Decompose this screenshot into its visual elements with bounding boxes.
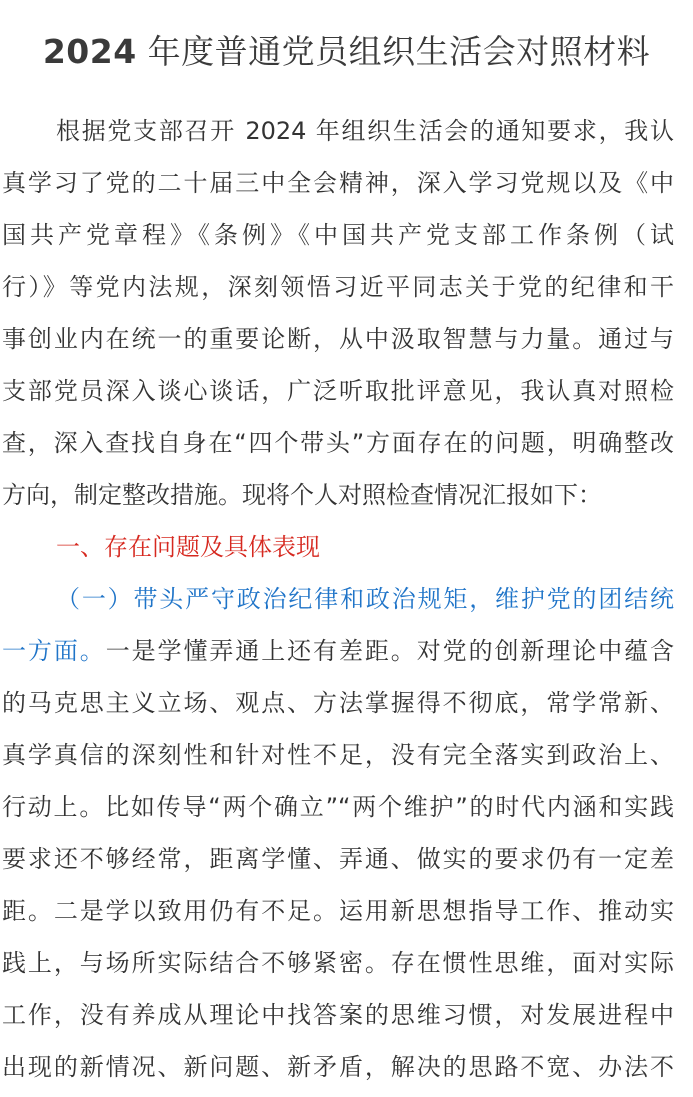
subheading-end: 一方面。 bbox=[2, 637, 106, 665]
paragraph-line: 方向，制定整改措施。现将个人对照检查情况汇报如下： bbox=[2, 481, 602, 509]
paragraph-line: 真学习了党的二十届三中全会精神，深入学习党规以及《中 bbox=[2, 169, 674, 197]
paragraph-line: 支部党员深入谈心谈话，广泛听取批评意见，我认真对照检 bbox=[2, 377, 674, 405]
paragraph-text: 一是学懂弄通上还有差距。对党的创新理论中蕴含 bbox=[105, 637, 674, 665]
document-title bbox=[0, 30, 693, 74]
subheading-continuation-line bbox=[2, 625, 674, 677]
paragraph-line: 工作，没有养成从理论中找答案的思维习惯，对发展进程中 bbox=[2, 1001, 674, 1029]
paragraph-line: 的马克思主义立场、观点、方法掌握得不彻底，常学常新、 bbox=[2, 689, 674, 717]
paragraph-line: 国共产党章程》《条例》《中国共产党支部工作条例（试 bbox=[2, 221, 674, 249]
paragraph-line: 事创业内在统一的重要论断，从中汲取智慧与力量。通过与 bbox=[2, 325, 674, 353]
title-year: 2024 bbox=[42, 32, 137, 71]
paragraph-line: 践上，与场所实际结合不够紧密。存在惯性思维，面对实际 bbox=[2, 949, 674, 977]
paragraph-line: 行）》等党内法规，深刻领悟习近平同志关于党的纪律和干 bbox=[2, 273, 674, 301]
paragraph-line: 真学真信的深刻性和针对性不足，没有完全落实到政治上、 bbox=[2, 741, 674, 769]
paragraph-line: 行动上。比如传导“两个确立”“两个维护”的时代内涵和实践 bbox=[2, 793, 674, 821]
paragraph-line: 查，深入查找自身在“四个带头”方面存在的问题，明确整改 bbox=[2, 429, 674, 457]
title-text: 年度普通党员组织生活会对照材料 bbox=[136, 32, 651, 71]
section-heading: 一、存在问题及具体表现 bbox=[56, 533, 320, 561]
paragraph-line: 要求还不够经常，距离学懂、弄通、做实的要求仍有一定差 bbox=[2, 845, 674, 873]
subheading-line: （一）带头严守政治纪律和政治规矩，维护党的团结统 bbox=[56, 585, 674, 613]
paragraph-line: 出现的新情况、新问题、新矛盾，解决的思路不宽、办法不 bbox=[2, 1053, 674, 1081]
paragraph-line: 距。二是学以致用仍有不足。运用新思想指导工作、推动实 bbox=[2, 897, 674, 925]
paragraph-line: 根据党支部召开 2024 年组织生活会的通知要求，我认 bbox=[56, 117, 674, 145]
